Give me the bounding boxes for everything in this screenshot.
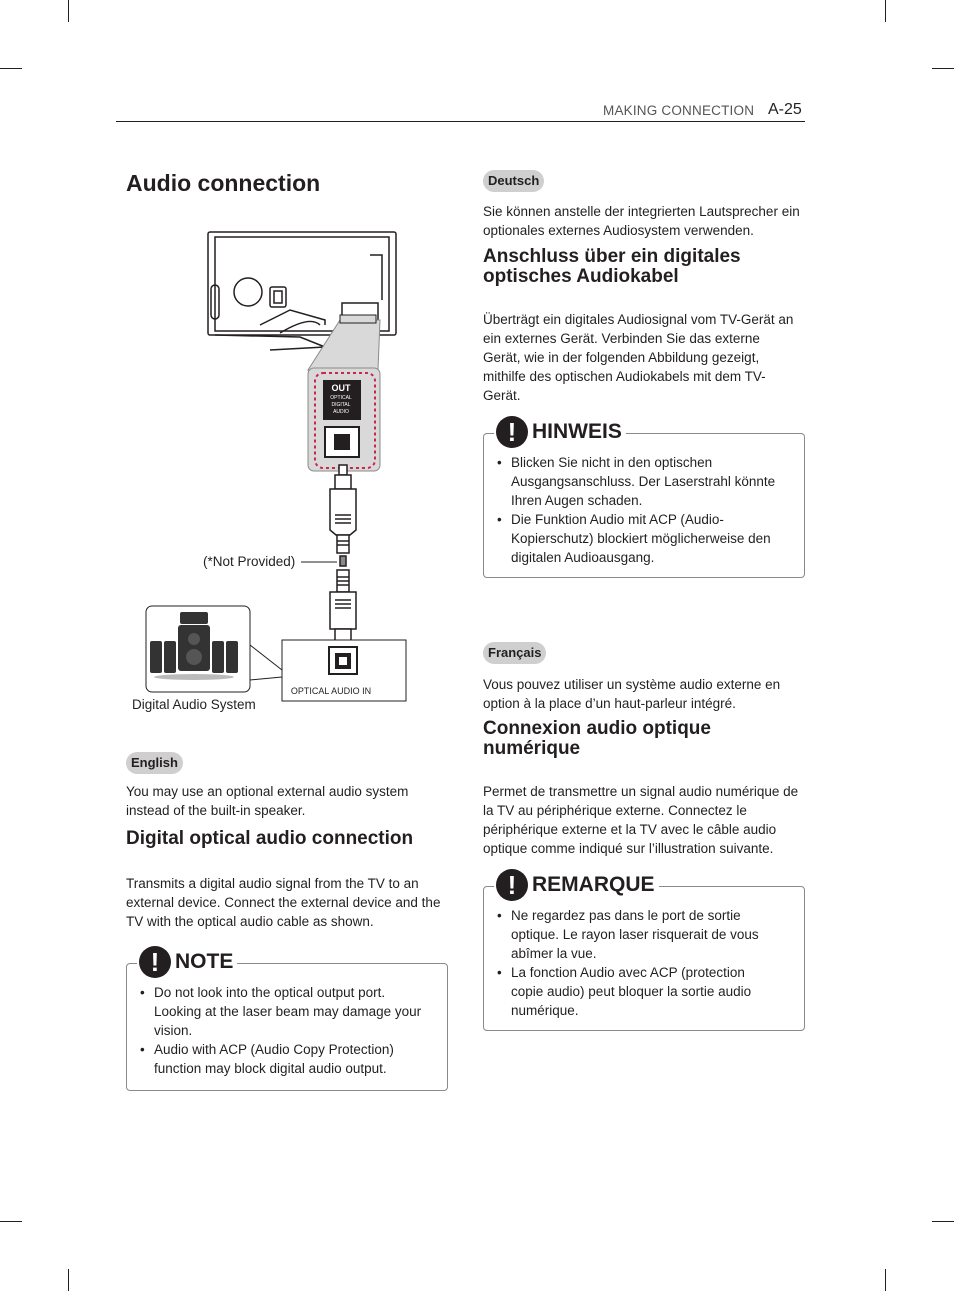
crop-mark: [885, 0, 886, 22]
note-box-francais: [483, 870, 805, 1031]
exclamation-icon: !: [139, 946, 171, 978]
crop-mark: [885, 1269, 886, 1291]
note-title: NOTE: [175, 950, 234, 973]
exclamation-icon: !: [496, 416, 528, 448]
note-item: • Blicken Sie nicht in den optischen Ausgangsanschluss. Der Laserstrahl könnte Ihren Augen schaden.: [494, 453, 792, 510]
deutsch-body: Überträgt ein digitales Audiosignal vom TV-Gerät an ein externes Gerät. Verbinden Sie das externe Gerät, wie in der folgenden Abbildung gezeigt, mithilfe des optischen Audiokabels mit dem TV-Gerät.: [483, 312, 794, 403]
exclamation-icon: !: [496, 869, 528, 901]
francais-intro: Vous pouvez utiliser un système audio externe en option à la place d’un haut-parleur intégré.: [483, 677, 781, 711]
note-title: REMARQUE: [532, 873, 655, 896]
optical-in-label: OPTICAL AUDIO IN: [290, 686, 372, 696]
francais-heading: Connexion audio optique numérique: [483, 718, 711, 759]
deutsch-heading: Anschluss über ein digitales optisches Audiokabel: [483, 246, 741, 287]
note-item: • Die Funktion Audio mit ACP (Audio-Kopierschutz) blockiert möglicherweise den digitalen Audioausgang.: [494, 510, 792, 567]
note-box-deutsch: [483, 417, 805, 578]
note-item: • Audio with ACP (Audio Copy Protection) function may block digital audio output.: [137, 1040, 433, 1078]
note-box-english: [126, 947, 448, 1091]
note-list: [494, 906, 774, 1020]
connection-diagram: [120, 225, 420, 725]
crop-mark: [932, 1221, 954, 1222]
cable-note: (*Not Provided): [203, 554, 296, 569]
audio-system-label: Digital Audio System: [132, 697, 256, 712]
lang-badge-francais: Français: [483, 642, 546, 664]
cable-plug-bottom: [330, 570, 356, 651]
crop-mark: [0, 68, 22, 69]
note-item: • Do not look into the optical output port. Looking at the laser beam may damage your vision.: [137, 983, 433, 1040]
header-rule: [116, 121, 805, 122]
port-out-sub3: AUDIO: [333, 409, 349, 415]
header-section: MAKING CONNECTION: [603, 103, 755, 118]
port-out-label: OUT: [331, 383, 351, 393]
english-heading: Digital optical audio connection: [126, 828, 414, 849]
lang-badge-deutsch: Deutsch: [483, 170, 544, 192]
lang-badge-english: English: [126, 752, 183, 774]
note-header: [137, 946, 237, 978]
crop-mark: [68, 1269, 69, 1291]
crop-mark: [68, 0, 69, 22]
note-title: HINWEIS: [532, 420, 622, 443]
page-number: A-25: [768, 101, 802, 118]
page-title: Audio connection: [126, 170, 321, 196]
crop-mark: [0, 1221, 22, 1222]
note-item: • Ne regardez pas dans le port de sortie optique. Le rayon laser risquerait de vous abîmer la vue.: [494, 906, 774, 963]
note-list: [494, 453, 792, 567]
cable-plug-top: [330, 465, 356, 566]
francais-body: Permet de transmettre un signal audio numérique de la TV au périphérique externe. Connectez le périphérique externe et la TV avec le câble audio optique comme indiqué sur l’illustration suivante.: [483, 784, 799, 856]
crop-mark: [932, 68, 954, 69]
port-out-sub2: DIGITAL: [331, 402, 351, 408]
note-header: [494, 416, 626, 448]
english-body: Transmits a digital audio signal from the TV to an external device. Connect the external device and the TV with the optical audio cable as shown.: [126, 876, 441, 929]
deutsch-intro: Sie können anstelle der integrierten Lautsprecher ein optionales externes Audiosystem verwenden.: [483, 204, 800, 238]
note-item: • La fonction Audio avec ACP (protection copie audio) peut bloquer la sortie audio numérique.: [494, 963, 774, 1020]
english-intro: You may use an optional external audio system instead of the built-in speaker.: [126, 784, 409, 818]
note-header: [494, 869, 659, 901]
port-out-sub1: OPTICAL: [330, 395, 352, 401]
note-list: [137, 983, 433, 1078]
